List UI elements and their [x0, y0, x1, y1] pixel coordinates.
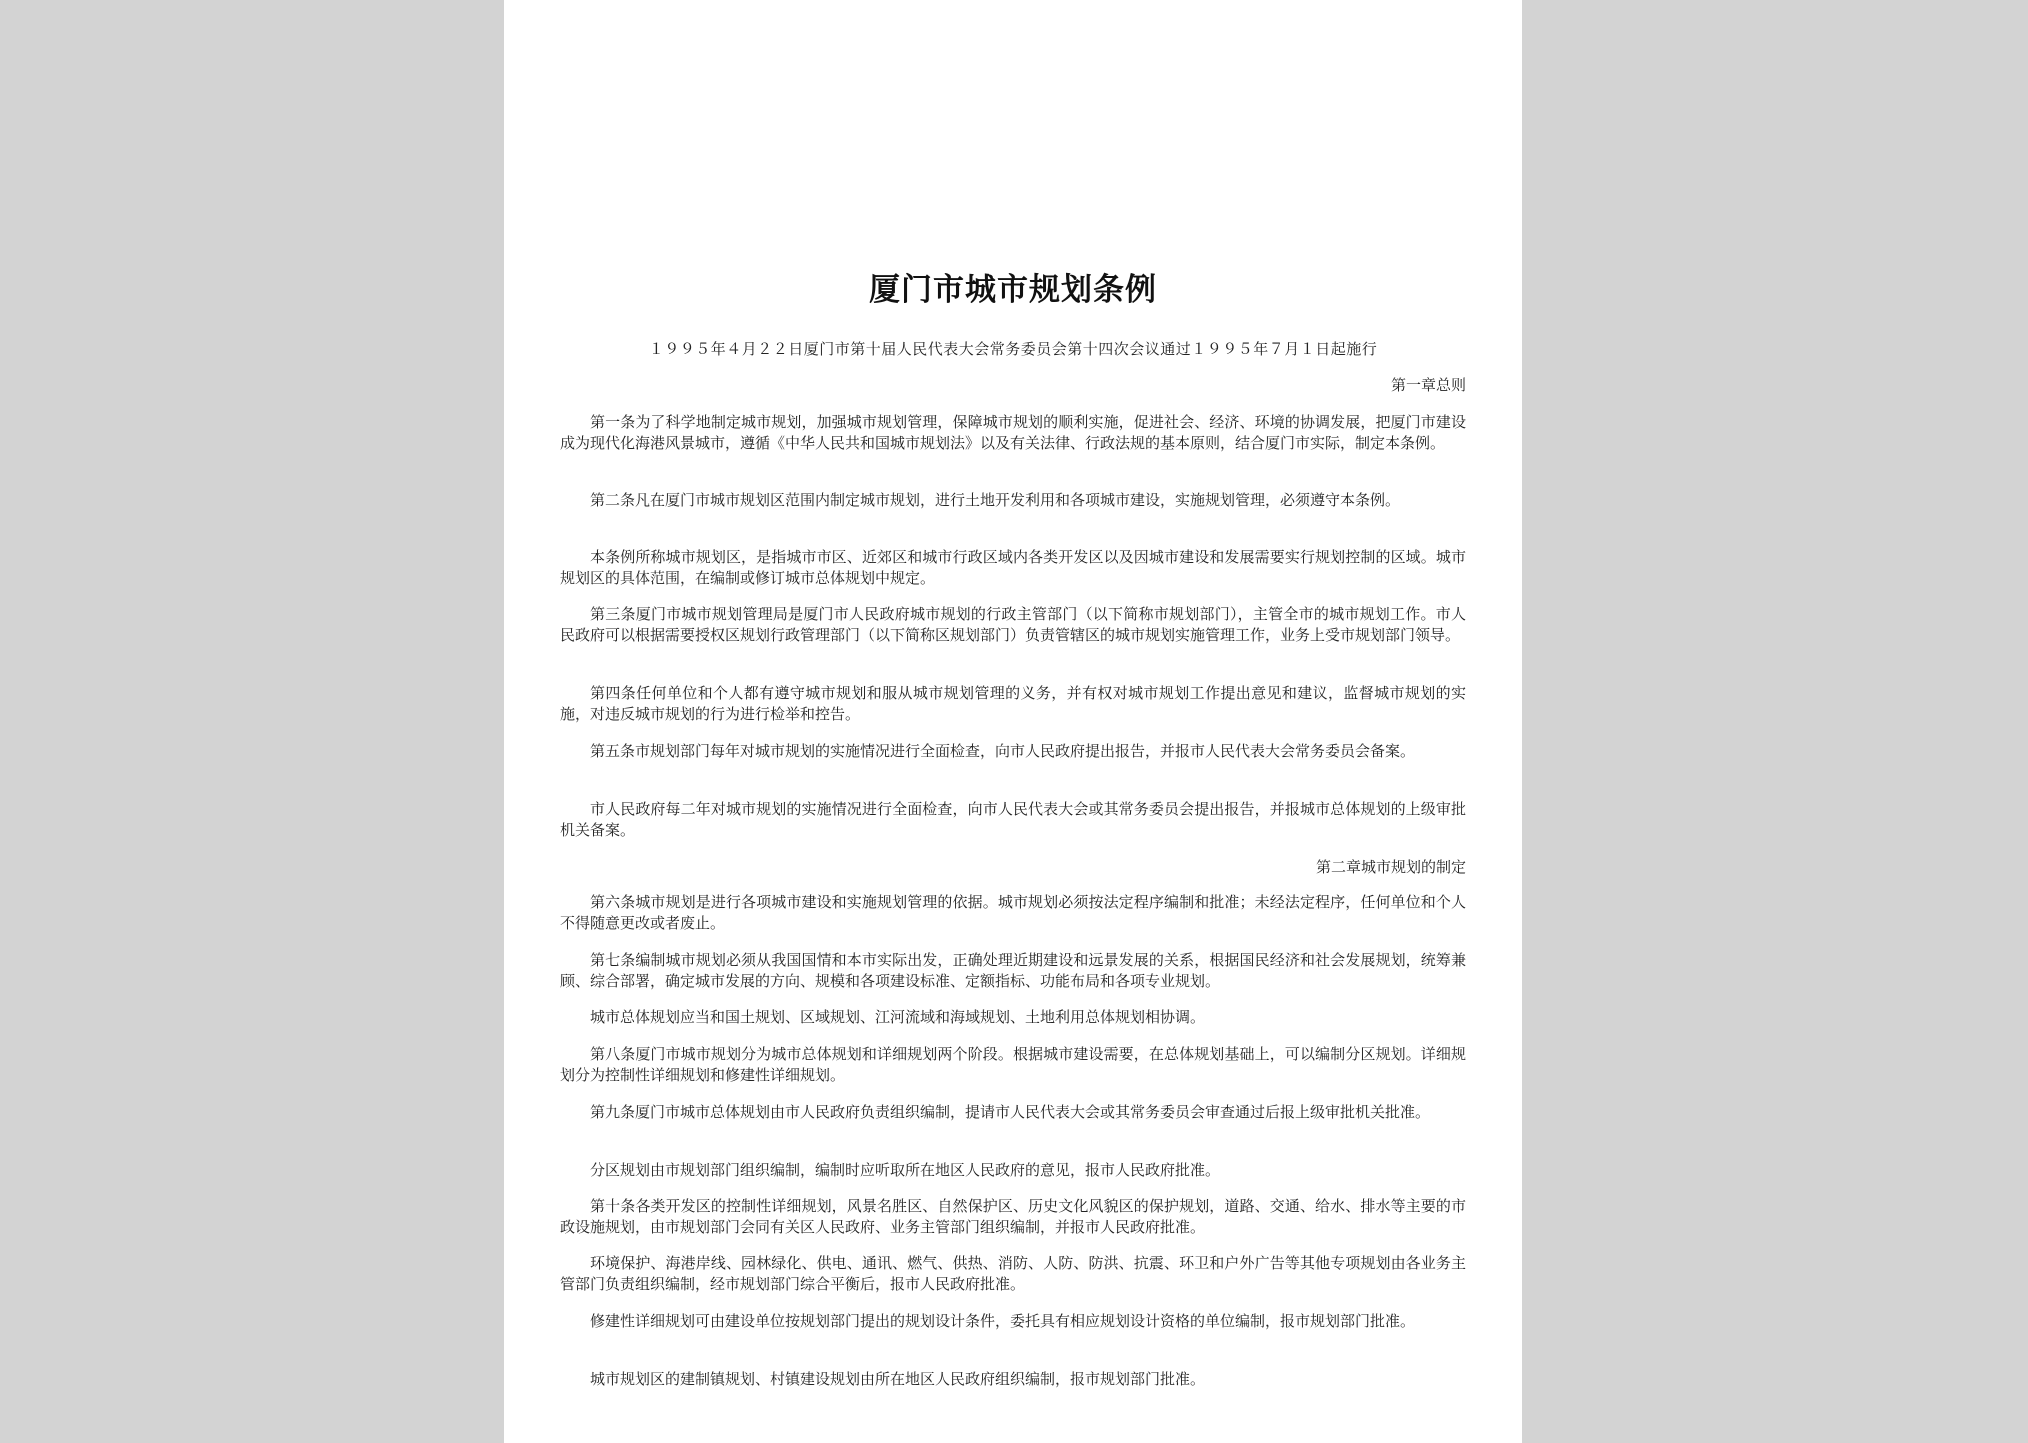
paragraph-article-9: 第九条厦门市城市总体规划由市人民政府负责组织编制，提请市人民代表大会或其常务委员会审查通过后报上级审批机关批准。 [590, 1103, 1431, 1121]
paragraph-article-4: 第四条任何单位和个人都有遵守城市规划和服从城市规划管理的义务，并有权对城市规划工作提出意见和建议，监督城市规划的实施，对违反城市规划的行为进行检举和控告。 [560, 684, 1466, 723]
paragraph-article-7: 第七条编制城市规划必须从我国国情和本市实际出发，正确处理近期建设和远景发展的关系，根据国民经济和社会发展规划，统筹兼顾、综合部署，确定城市发展的方向、规模和各项建设标准、定额指标、功能布局和各项专业规划。 [560, 951, 1466, 990]
chapter-heading-2: 第二章城市规划的制定 [1315, 858, 1466, 876]
paragraph-district-plan: 分区规划由市规划部门组织编制，编制时应听取所在地区人民政府的意见，报市人民政府批准。 [590, 1161, 1221, 1179]
paragraph-article-6: 第六条城市规划是进行各项城市建设和实施规划管理的依据。城市规划必须按法定程序编制和批准；未经法定程序，任何单位和个人不得随意更改或者废止。 [560, 893, 1466, 932]
document-subtitle: １９９５年４月２２日厦门市第十届人民代表大会常务委员会第十四次会议通过１９９５年７月１日起施行 [648, 340, 1378, 358]
paragraph-article-10: 第十条各类开发区的控制性详细规划，风景名胜区、自然保护区、历史文化风貌区的保护规划，道路、交通、给水、排水等主要的市政设施规划，由市规划部门会同有关区人民政府、业务主管部门组织编制，并报市人民政府批准。 [560, 1197, 1466, 1236]
document-page [504, 0, 1522, 1443]
paragraph-government-review: 市人民政府每二年对城市规划的实施情况进行全面检查，向市人民代表大会或其常务委员会提出报告，并报城市总体规划的上级审批机关备案。 [560, 800, 1466, 839]
document-title: 厦门市城市规划条例 [869, 272, 1157, 308]
chapter-heading-1: 第一章总则 [1390, 376, 1466, 394]
paragraph-planning-area: 本条例所称城市规划区，是指城市市区、近郊区和城市行政区域内各类开发区以及因城市建设和发展需要实行规划控制的区域。城市规划区的具体范围，在编制或修订城市总体规划中规定。 [560, 548, 1466, 587]
paragraph-town-village-plan: 城市规划区的建制镇规划、村镇建设规划由所在地区人民政府组织编制，报市规划部门批准。 [590, 1370, 1206, 1388]
paragraph-article-3: 第三条厦门市城市规划管理局是厦门市人民政府城市规划的行政主管部门（以下简称市规划部门），主管全市的城市规划工作。市人民政府可以根据需要授权区规划行政管理部门（以下简称区规划部门）负责管辖区的城市规划实施管理工作，业务上受市规划部门领导。 [560, 605, 1466, 644]
paragraph-construction-detail-plan: 修建性详细规划可由建设单位按规划部门提出的规划设计条件，委托具有相应规划设计资格的单位编制，报市规划部门批准。 [590, 1312, 1416, 1330]
paragraph-article-8: 第八条厦门市城市规划分为城市总体规划和详细规划两个阶段。根据城市建设需要，在总体规划基础上，可以编制分区规划。详细规划分为控制性详细规划和修建性详细规划。 [560, 1045, 1466, 1084]
paragraph-special-plans: 环境保护、海港岸线、园林绿化、供电、通讯、燃气、供热、消防、人防、防洪、抗震、环卫和户外广告等其他专项规划由各业务主管部门负责组织编制，经市规划部门综合平衡后，报市人民政府批准。 [560, 1254, 1466, 1293]
paragraph-master-plan-coordination: 城市总体规划应当和国土规划、区域规划、江河流域和海域规划、土地利用总体规划相协调。 [590, 1008, 1206, 1026]
paragraph-article-5: 第五条市规划部门每年对城市规划的实施情况进行全面检查，向市人民政府提出报告，并报市人民代表大会常务委员会备案。 [590, 742, 1416, 760]
paragraph-article-2: 第二条凡在厦门市城市规划区范围内制定城市规划，进行土地开发利用和各项城市建设，实施规划管理，必须遵守本条例。 [590, 491, 1401, 509]
paragraph-article-1: 第一条为了科学地制定城市规划，加强城市规划管理，保障城市规划的顺利实施，促进社会、经济、环境的协调发展，把厦门市建设成为现代化海港风景城市，遵循《中华人民共和国城市规划法》以及有关法律、行政法规的基本原则，结合厦门市实际，制定本条例。 [560, 413, 1466, 452]
